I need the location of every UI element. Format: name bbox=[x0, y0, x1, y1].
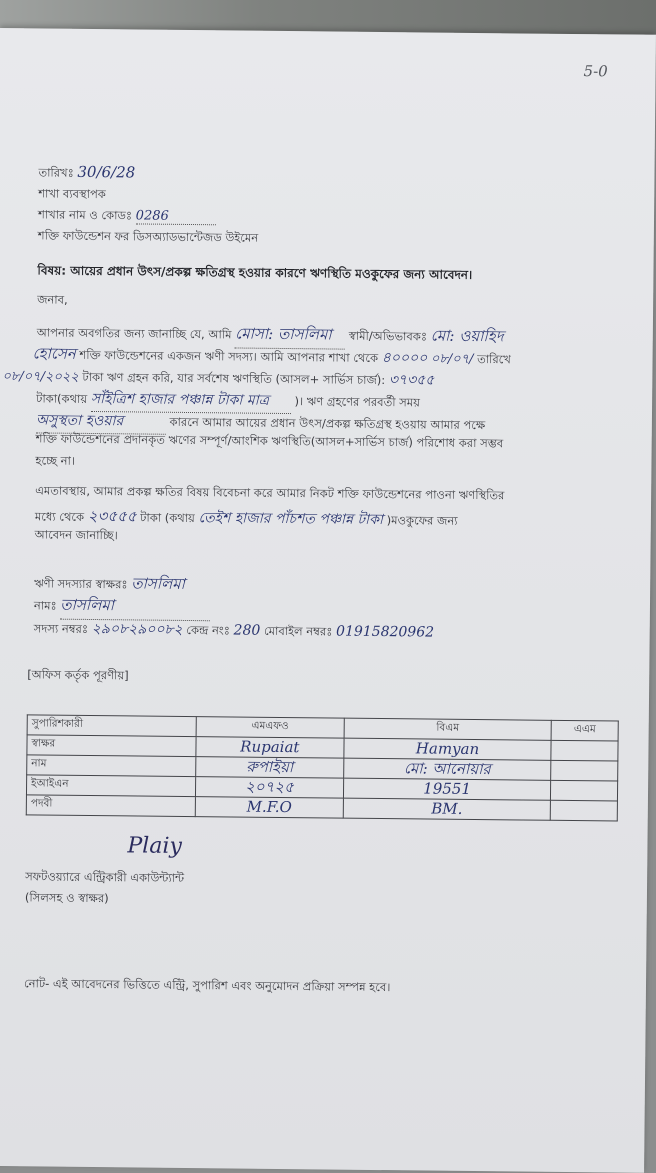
mobile-number-label: মোবাইল নম্বরঃ bbox=[263, 623, 333, 639]
member-number-value: ২৯০৮২৯০০৮২ bbox=[91, 620, 183, 638]
mfo-signature: Rupaiat bbox=[240, 737, 300, 757]
row-label: ইআইএন bbox=[26, 775, 195, 797]
recommendation-table bbox=[26, 714, 619, 821]
center-number-label: কেন্দ্র নংঃ bbox=[186, 622, 231, 638]
waive-amount-words: তেইশ হাজার পাঁচশত পঞ্চান্ন টাকা bbox=[198, 510, 384, 529]
am-name bbox=[556, 770, 614, 771]
guardian-name-a: মো: ওয়াহিদ bbox=[430, 326, 504, 346]
organization-line: শক্তি ফাউন্ডেশন ফর ডিসঅ্যাডভান্টেজড উইমেন bbox=[37, 228, 259, 245]
mobile-number-value: 01915820962 bbox=[335, 623, 435, 641]
table-header-cell: এএম bbox=[551, 720, 618, 741]
para2-line3: আবেদন জানাচ্ছি। bbox=[34, 527, 118, 543]
branch-value: 0286 bbox=[136, 208, 216, 225]
mfo-name: রুপাইয়া bbox=[246, 757, 294, 777]
center-number-value: 280 bbox=[233, 622, 261, 639]
balance-in-words: সাঁইত্রিশ হাজার পঞ্চান্ন টাকা মাত্র bbox=[91, 387, 291, 414]
member-signature-label: ঋণী সদস্যার স্বাক্ষরঃ bbox=[34, 576, 128, 592]
bm-designation: BM. bbox=[431, 799, 463, 818]
member-name-value: তাসলিমা bbox=[60, 594, 210, 622]
accountant-seal-note: (সিলসহ ও স্বাক্ষর) bbox=[24, 890, 109, 906]
date-value: 30/6/28 bbox=[77, 162, 136, 182]
date-label: তারিখঃ bbox=[38, 165, 74, 180]
loan-balance: ৩৭৩৫৫ bbox=[388, 372, 435, 389]
para1-line6: শক্তি ফাউন্ডেশনের প্রদানকৃত ঋণের সম্পূর্ণ/আংশিক ঋণস্থিতি(আসল+সার্ভিস চার্জ) পরিশোধ করা সম্ভব bbox=[35, 431, 504, 451]
loan-amount: ৪০০০০ bbox=[381, 350, 428, 367]
mfo-designation: M.F.O bbox=[246, 797, 292, 817]
para1-text: স্বামী/অভিভাবকঃ bbox=[348, 328, 428, 344]
row-label: স্বাক্ষর bbox=[27, 735, 196, 757]
salutation: জনাব, bbox=[37, 292, 68, 307]
row-label: নাম bbox=[27, 755, 196, 777]
member-name-label: নামঃ bbox=[33, 598, 57, 613]
member-number-line bbox=[34, 616, 435, 644]
table-header-cell: বিএম bbox=[344, 718, 552, 740]
accountant-signature: Plaiy bbox=[127, 833, 182, 859]
para1-text: টাকা ঋণ গ্রহন করি, যার সর্বশেষ ঋণস্থিতি (আসল+ সার্ভিস চার্জ): bbox=[82, 369, 386, 388]
para1-text: )। ঋণ গ্রহণের পরবর্তী সময় bbox=[294, 394, 421, 410]
para1-text: তারিখে bbox=[477, 352, 511, 367]
am-signature bbox=[556, 750, 614, 751]
loan-date-a: ০৮/০৭/ bbox=[430, 351, 474, 367]
am-ein bbox=[555, 790, 613, 791]
row-label: পদবী bbox=[26, 795, 195, 817]
member-name: মোসা: তাসলিমা bbox=[235, 322, 345, 349]
para2-text: )মওকুফের জন্য bbox=[386, 513, 458, 528]
branch-label: শাখার নাম ও কোডঃ bbox=[37, 207, 133, 223]
branch-line bbox=[38, 206, 216, 227]
waive-amount: ২৩৫৫৫ bbox=[87, 506, 137, 526]
footer-note: নোট- এই আবেদনের ভিত্তিতে এন্ট্রি, সুপারিশ এবং অনুমোদন প্রক্রিয়া সম্পন্ন হবে। bbox=[23, 976, 391, 995]
page-number: 5-0 bbox=[583, 62, 608, 81]
para2-line1: এমতাবস্থায়, আমার প্রকল্প ক্ষতির বিষয় বিবেচনা করে আমার নিকট শক্তি ফাউন্ডেশনের পাওনা ঋণস্থিতির bbox=[35, 483, 505, 503]
para1-text: টাকা(কথায় bbox=[36, 391, 88, 406]
date-line bbox=[38, 162, 135, 184]
para1-text: আপনার অবগতির জন্য জানাচ্ছি যে, আমি bbox=[36, 325, 232, 342]
bm-signature: Hamyan bbox=[415, 739, 480, 759]
member-signature-value: তাসলিমা bbox=[131, 574, 186, 593]
am-designation bbox=[555, 810, 613, 811]
cause-of-loss: অসুস্থতা হওয়ার bbox=[36, 408, 166, 434]
document-page bbox=[0, 28, 656, 1173]
para1-text: কারনে আমার আয়ের প্রধান উৎস/প্রকল্প ক্ষতিগ্রস্থ হওয়ায় আমার পক্ষে bbox=[169, 414, 486, 433]
guardian-name-b: হোসেন bbox=[32, 344, 76, 363]
accountant-label: সফটওয়্যারে এন্ট্রিকারী একাউন্ট্যান্ট bbox=[25, 869, 185, 885]
branch-manager-line: শাখা ব্যবস্থাপক bbox=[38, 186, 106, 202]
para1-text: শক্তি ফাউন্ডেশনের একজন ঋণী সদস্য। আমি আপনার শাখা থেকে bbox=[79, 347, 379, 365]
member-number-label: সদস্য নম্বরঃ bbox=[33, 621, 89, 636]
subject-line: বিষয়: আয়ের প্রধান উৎস/প্রকল্প ক্ষতিগ্রস্থ হওয়ার কারণে ঋণস্থিতি মওকুফের জন্য আবেদন। bbox=[37, 263, 473, 282]
table-header-cell: এমএফও bbox=[196, 717, 344, 739]
para2-text: মধ্যে থেকে bbox=[34, 509, 85, 524]
table-header-cell: সুপারিশকারী bbox=[27, 715, 196, 737]
loan-date-b: ০৮/০৭/২০২২ bbox=[2, 369, 79, 385]
mfo-ein: ২০৭২৫ bbox=[244, 777, 294, 797]
office-use-label: [অফিস কর্তৃক পূরণীয়] bbox=[27, 667, 129, 683]
para1-line7: হচ্ছে না। bbox=[35, 453, 76, 468]
para2-text: টাকা (কথায় bbox=[140, 510, 195, 526]
bm-name: মো: আনোয়ার bbox=[403, 759, 491, 779]
bm-ein: 19551 bbox=[423, 779, 472, 798]
